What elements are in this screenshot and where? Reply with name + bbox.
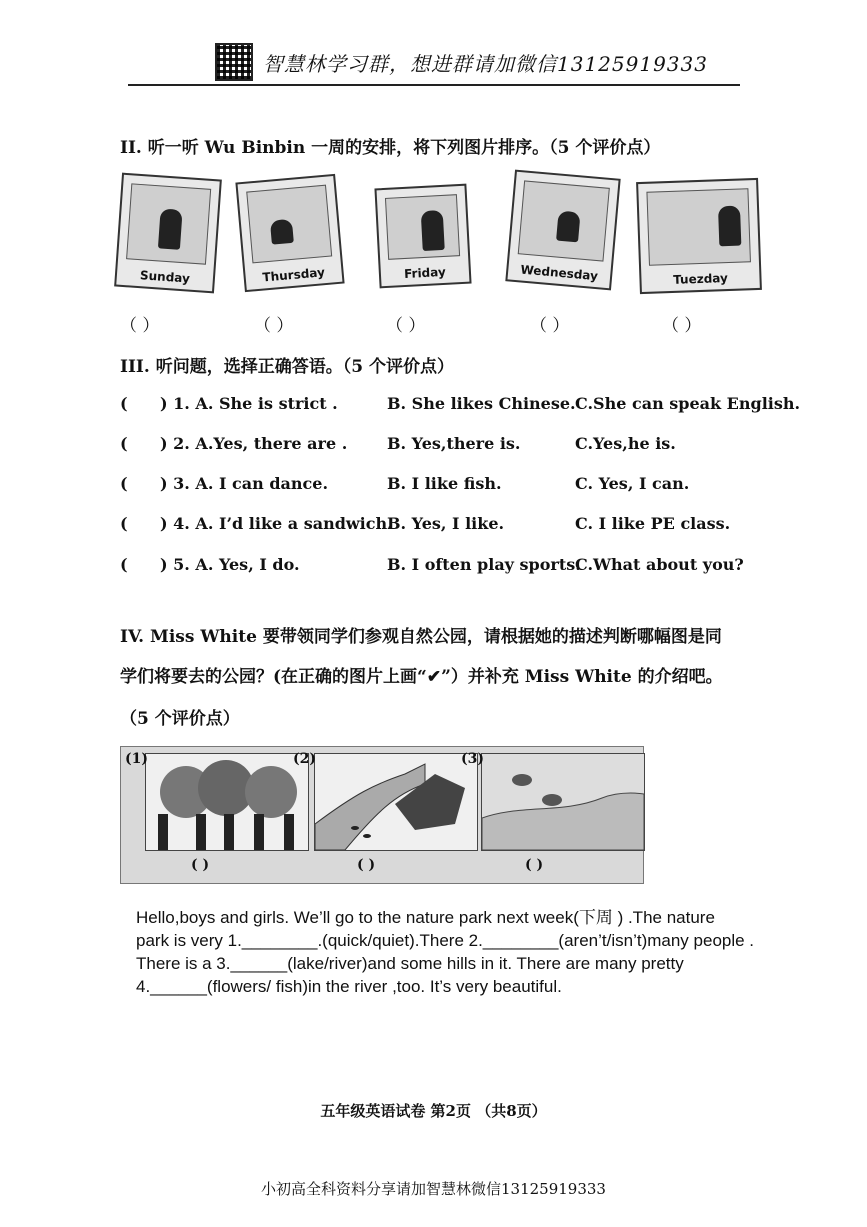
question-4-option-a: ) 4. A. I’d like a sandwich. <box>160 514 393 533</box>
answer-blank[interactable]: （ ） <box>254 316 294 336</box>
question-4-option-c: C. I like PE class. <box>575 514 731 533</box>
answer-blank[interactable]: ( <box>120 474 128 493</box>
page-footer: 五年级英语试卷 第2页 （共8页） <box>320 1102 547 1120</box>
answer-blank[interactable]: （ ） <box>386 316 426 336</box>
answer-blank[interactable]: ( <box>120 555 128 574</box>
picture-label: Thursday <box>261 265 326 285</box>
picture-label: Wednesday <box>520 262 599 284</box>
park-number-2: (2) <box>293 751 316 767</box>
section3-title: III. 听问题，选择正确答语。（5 个评价点） <box>120 357 454 377</box>
section2-title: II. 听一听 Wu Binbin 一周的安排，将下列图片排序。（5 个评价点） <box>120 138 661 158</box>
trees-picture <box>146 754 308 850</box>
question-5-option-a: ) 5. A. Yes, I do. <box>160 555 300 574</box>
question-4-option-b: B. Yes, I like. <box>387 514 505 533</box>
qr-code-icon <box>215 43 253 81</box>
passage-line: park is very 1.________.(quick/quiet).There 2.________(aren’t/isn’t)many people . <box>136 931 755 950</box>
passage-line: Hello,boys and girls. We’ll go to the nature park next week(下周 ) .The nature <box>136 908 715 927</box>
question-3-option-a: ) 3. A. I can dance. <box>160 474 329 493</box>
section4-line1: IV. Miss White 要带领同学们参观自然公园，请根据她的描述判断哪幅图是同 <box>120 627 722 647</box>
answer-blank[interactable]: ( ) <box>357 857 376 873</box>
answer-blank[interactable]: （ ） <box>530 316 570 336</box>
picture-wednesday <box>505 170 620 291</box>
section4-line2: 学们将要去的公园？(在正确的图片上画“✔”）并补充 Miss White 的介绍吧。 <box>120 667 723 687</box>
answer-blank[interactable]: ( <box>120 434 128 453</box>
answer-blank[interactable]: ( ) <box>525 857 544 873</box>
question-3-option-b: B. I like fish. <box>387 474 502 493</box>
answer-blank[interactable]: （ ） <box>120 316 160 336</box>
park-picture-3[interactable] <box>481 753 645 851</box>
park-picture-2[interactable] <box>314 753 478 851</box>
picture-label: Friday <box>403 264 447 282</box>
question-2-option-a: ) 2. A.Yes, there are . <box>160 434 348 453</box>
river-picture <box>315 754 477 850</box>
question-1-option-b: B. She likes Chinese. <box>387 394 576 413</box>
question-2-option-b: B. Yes,there is. <box>387 434 521 453</box>
question-1-option-a: ) 1. A. She is strict . <box>160 394 338 413</box>
picture-sunday <box>114 173 222 294</box>
picture-friday <box>374 184 471 289</box>
park-number-3: (3) <box>461 751 484 767</box>
passage-line: There is a 3.______(lake/river)and some hills in it. There are many pretty <box>136 954 684 973</box>
bottom-note: 小初高全科资料分享请加智慧林微信13125919333 <box>261 1180 606 1198</box>
question-1-option-c: C.She can speak English. <box>575 394 801 413</box>
fill-in-passage <box>136 906 826 998</box>
park-number-1: (1) <box>125 751 148 767</box>
lake-picture <box>482 754 644 850</box>
page-header <box>215 42 708 82</box>
picture-label: Tuezday <box>672 271 729 287</box>
answer-blank[interactable]: ( <box>120 394 128 413</box>
park-pictures <box>120 746 644 884</box>
picture-thursday <box>235 174 344 292</box>
question-2-option-c: C.Yes,he is. <box>575 434 676 453</box>
section4-line3: （5 个评价点） <box>120 709 240 729</box>
passage-line: 4.______(flowers/ fish)in the river ,too. It’s very beautiful. <box>136 977 562 996</box>
header-text: 智慧林学习群，想进群请加微信13125919333 <box>263 51 708 76</box>
answer-blank[interactable]: ( <box>120 514 128 533</box>
picture-label: Sunday <box>139 268 191 286</box>
picture-tuesday <box>636 178 762 294</box>
question-5-option-b: B. I often play sports. <box>387 555 581 574</box>
answer-blank[interactable]: ( ) <box>191 857 210 873</box>
answer-blank[interactable]: （ ） <box>662 316 702 336</box>
question-5-option-c: C.What about you? <box>575 555 744 574</box>
question-3-option-c: C. Yes, I can. <box>575 474 690 493</box>
park-picture-1[interactable] <box>145 753 309 851</box>
header-divider <box>128 84 740 86</box>
